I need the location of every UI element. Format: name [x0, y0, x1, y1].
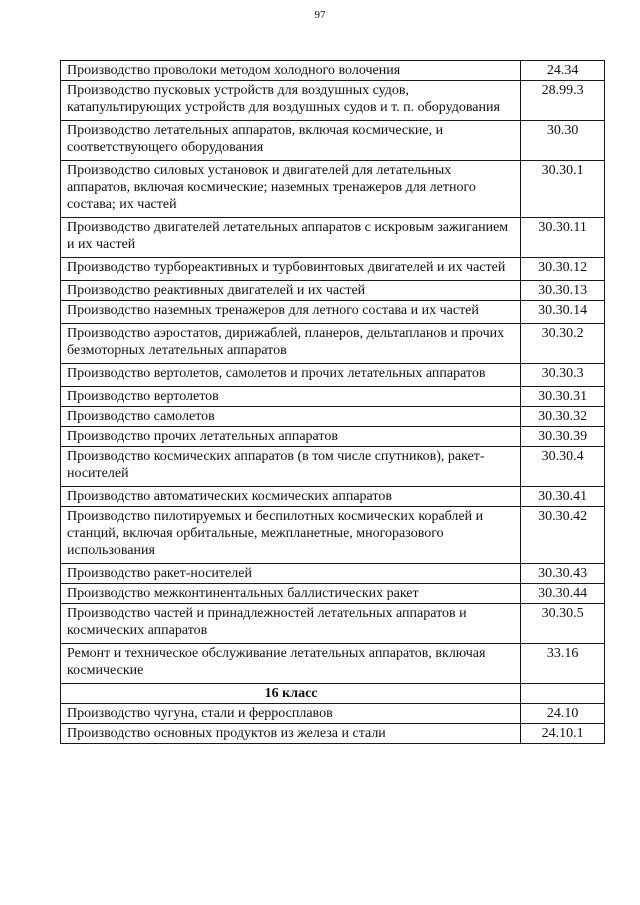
okved-code: 24.10.1 [521, 724, 605, 744]
table-row [61, 161, 605, 218]
table-row [61, 584, 605, 604]
okved-code: 30.30.31 [521, 387, 605, 407]
table-row [61, 281, 605, 301]
okved-code: 30.30.1 [521, 161, 605, 218]
activity-name: Производство турбореактивных и турбовинтовых двигателей и их частей [61, 258, 521, 281]
table-row [61, 644, 605, 684]
activity-name: Производство основных продуктов из железа и стали [61, 724, 521, 744]
activity-name: Производство пилотируемых и беспилотных космических кораблей и станций, включая орбитальные, межпланетные, многоразового использования [61, 507, 521, 564]
activity-name: Производство реактивных двигателей и их частей [61, 281, 521, 301]
activity-name: Производство двигателей летательных аппаратов с искровым зажиганием и их частей [61, 218, 521, 258]
table-row [61, 564, 605, 584]
okved-code: 30.30.39 [521, 427, 605, 447]
table-row [61, 81, 605, 121]
okved-code: 33.16 [521, 644, 605, 684]
table-row [61, 704, 605, 724]
table-row [61, 407, 605, 427]
activity-name: Ремонт и техническое обслуживание летательных аппаратов, включая космические [61, 644, 521, 684]
table-row [61, 364, 605, 387]
okved-code: 24.34 [521, 61, 605, 81]
table-row [61, 427, 605, 447]
okved-code: 30.30.3 [521, 364, 605, 387]
okved-code: 30.30.4 [521, 447, 605, 487]
table-row [61, 121, 605, 161]
okved-code: 30.30.2 [521, 324, 605, 364]
activity-name: Производство ракет-носителей [61, 564, 521, 584]
okved-code: 30.30.5 [521, 604, 605, 644]
activity-name: Производство чугуна, стали и ферросплавов [61, 704, 521, 724]
activity-name: Производство космических аппаратов (в том числе спутников), ракет-носителей [61, 447, 521, 487]
table-row [61, 447, 605, 487]
table-row [61, 487, 605, 507]
table-row [61, 387, 605, 407]
activity-name: Производство вертолетов, самолетов и прочих летательных аппаратов [61, 364, 521, 387]
activity-name: Производство частей и принадлежностей летательных аппаратов и космических аппаратов [61, 604, 521, 644]
section-code-empty [521, 684, 605, 704]
activity-name: Производство наземных тренажеров для летного состава и их частей [61, 301, 521, 324]
activity-name: Производство силовых установок и двигателей для летательных аппаратов, включая космические; наземных тренажеров для летного состава; их частей [61, 161, 521, 218]
table-row [61, 258, 605, 281]
okved-code: 30.30.12 [521, 258, 605, 281]
page-number: 97 [314, 9, 326, 21]
okved-code: 30.30.14 [521, 301, 605, 324]
okved-code: 30.30.42 [521, 507, 605, 564]
activity-name: Производство пусковых устройств для воздушных судов, катапультирующих устройств для воздушных судов и т. п. оборудования [61, 81, 521, 121]
section-row [61, 684, 605, 704]
table-row [61, 507, 605, 564]
okved-table [60, 60, 605, 744]
table-row [61, 724, 605, 744]
okved-code: 30.30.41 [521, 487, 605, 507]
activity-name: Производство автоматических космических аппаратов [61, 487, 521, 507]
okved-code: 30.30 [521, 121, 605, 161]
table-row [61, 301, 605, 324]
table-row [61, 604, 605, 644]
table-row [61, 218, 605, 258]
activity-name: Производство вертолетов [61, 387, 521, 407]
activity-name: Производство прочих летательных аппаратов [61, 427, 521, 447]
table-row [61, 324, 605, 364]
activity-name: Производство аэростатов, дирижаблей, планеров, дельтапланов и прочих безмоторных летательных аппаратов [61, 324, 521, 364]
activity-name: Производство летательных аппаратов, включая космические, и соответствующего оборудования [61, 121, 521, 161]
okved-code: 30.30.13 [521, 281, 605, 301]
okved-code: 30.30.11 [521, 218, 605, 258]
activity-name: Производство проволоки методом холодного волочения [61, 61, 521, 81]
okved-code: 30.30.44 [521, 584, 605, 604]
okved-code: 30.30.32 [521, 407, 605, 427]
table-row [61, 61, 605, 81]
activity-name: Производство самолетов [61, 407, 521, 427]
okved-code: 24.10 [521, 704, 605, 724]
okved-code: 30.30.43 [521, 564, 605, 584]
okved-code: 28.99.3 [521, 81, 605, 121]
activity-name: Производство межконтинентальных баллистических ракет [61, 584, 521, 604]
section-title: 16 класс [61, 684, 521, 704]
